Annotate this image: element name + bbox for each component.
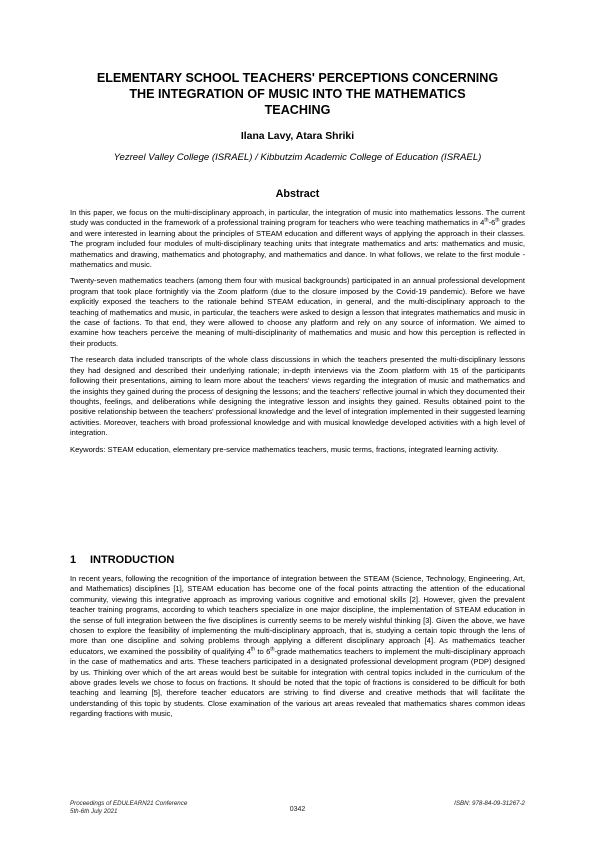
page-number: 0342 <box>289 806 306 813</box>
section-heading <box>70 553 525 567</box>
abstract-heading: Abstract <box>275 188 320 200</box>
proceedings-label: Proceedings of EDULEARN21 Conference <box>70 800 188 807</box>
abstract-body <box>70 208 525 461</box>
conference-dates: 5th-6th July 2021 <box>70 808 118 815</box>
title-line: TEACHING <box>264 103 331 117</box>
introduction-body <box>70 574 525 720</box>
paper-title <box>60 70 535 118</box>
abstract-paragraph: In this paper, we focus on the multi-disciplinary approach, in particular, the integration of music into mathematics lessons. The current study was conducted in the framework of a professional training program for teachers who were teaching mathematics in 4th-6th grades and were interested in learning about the principles of STEAM education and different ways of applying the approach in their classes. The program included four modules of multi-disciplinary teaching units that integrate mathematics and arts: mathematics and music, mathematics and drawing, mathematics and photography, and mathematics and dance. In what follows, we relate to the first module - mathematics and music. <box>70 208 525 270</box>
section-number: 1 <box>70 554 77 566</box>
title-line: ELEMENTARY SCHOOL TEACHERS' PERCEPTIONS CONCERNING <box>96 71 499 85</box>
keywords: Keywords: STEAM education, elementary pre-service mathematics teachers, music terms, fractions, integrated learning activity. <box>70 444 499 454</box>
abstract-paragraph: Twenty-seven mathematics teachers (among them four with musical backgrounds) participated in an annual professional development program that took place fortnightly via the Zoom platform (due to the closure imposed by the Covid-19 pandemic). Before we have explicitly exposed the teachers to the rationale behind STEAM education, in general, and the multi-disciplinary approach to the teaching of mathematics and music, in particular, the teachers were asked to design a lesson that integrates mathematics and music in the case of factions. To that end, they were allowed to choose any platform and rely on any source of information. We aimed to examine how teachers perceive the meaning of multi-disciplinarity of mathematics and music and how this perception is reflected in their products. <box>70 276 525 348</box>
section-title: INTRODUCTION <box>90 554 175 566</box>
affiliation: Yezreel Valley College (ISRAEL) / Kibbutzim Academic College of Education (ISRAEL) <box>113 152 482 163</box>
isbn: ISBN: 978-84-09-31267-2 <box>454 800 525 807</box>
body-paragraph: In recent years, following the recognition of the importance of integration between the STEAM (Science, Technology, Engineering, Art, and Mathematics) disciplines [1], STEAM education has become one of the focal points attracting the attention of the educational community, viewing this integrative approach as improving various cognitive and emotional skills [2]. However, given the prevalent teacher training programs, according to which teachers specialize in one major discipline, the implementation of STEAM education in the sense of full integration between the five disciplines is currently seems to be merely wishful thinking [3]. Given the above, we have chosen to explore the feasibility of implementing the multi-disciplinary approach, that is, studying a certain topic through the lens of more than one discipline and solving problems through applying a different disciplinary approach [4]. As mathematics teacher educators, we examined the possibility of qualifying 4th to 6th-grade mathematics teachers to implement the multi-disciplinary approach in the case of mathematics and arts. These teachers participated in a designated professional development program (PDP) designed by us. Thinking over which of the art areas would best be suitable for integration with central topics included in the curriculum of the above grades levels we chose to focus on fractions. It should be noted that the topic of fractions is considered to be difficult for both teaching and learning [5], therefore teacher educators are striving to find diverse and creative methods that will facilitate the understanding of this topic by students. Close examination of the various art areas revealed that mathematics shares common ideas regarding fractions with music, <box>70 574 525 719</box>
authors: Ilana Lavy, Atara Shriki <box>240 131 355 142</box>
page-footer <box>70 800 525 824</box>
title-line: THE INTEGRATION OF MUSIC INTO THE MATHEMATICS <box>129 87 466 101</box>
abstract-paragraph: The research data included transcripts of the whole class discussions in which the teachers presented the multi-disciplinary lessons they had designed and described their underlying rationale; in-depth interviews via the Zoom platform with 15 of the participants following their presentations, aiming to learn more about the teachers' views regarding the integration of music and mathematics and the insights they gained during the process of designing the lessons; and the teachers' reflective journal in which they documented their thoughts, feelings, and deliberations while designing the integrative lesson and insights they gained. Results obtained point to the positive relationship between the teachers' professional knowledge and the level of integration implemented in their suggested learning activities. Moreover, teachers with broad professional knowledge and with musical knowledge developed activities with a high level of integration. <box>70 355 525 438</box>
